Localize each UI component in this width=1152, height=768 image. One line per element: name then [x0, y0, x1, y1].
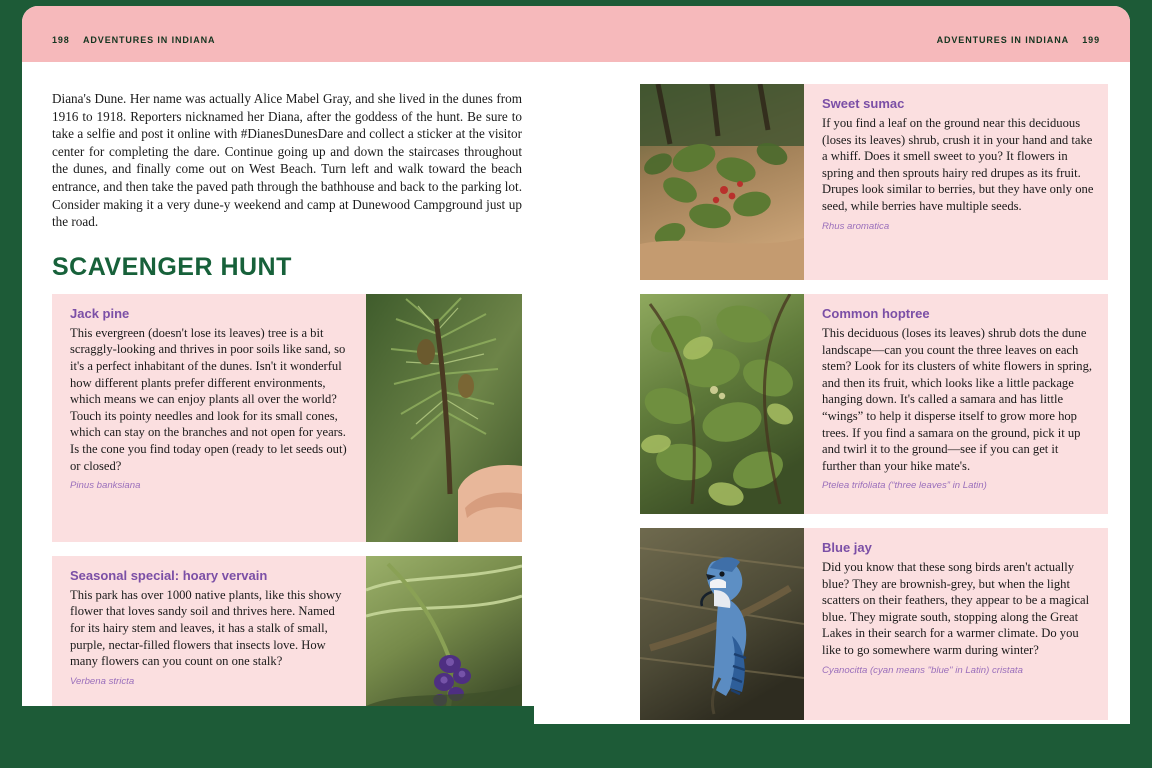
bottom-bar-left [22, 706, 534, 746]
sweet-sumac-photo [640, 84, 804, 280]
entry-title: Sweet sumac [822, 96, 905, 111]
book-title-left: ADVENTURES IN INDIANA [83, 35, 216, 45]
running-head-left [52, 35, 215, 45]
hoary-vervain-photo [366, 556, 522, 724]
entry-title: Seasonal special: hoary vervain [70, 567, 268, 583]
entry-card-hoary-vervain [52, 556, 522, 724]
blue-jay-photo [640, 528, 804, 720]
right-page-column [640, 84, 1108, 734]
entry-body: This evergreen (doesn't lose its leaves) tree is a bit scraggly-looking and thrives in poor soils like sand, so it's a perfect inhabitant of the dunes. Isn't it wonderful how different plants prefer different environments, which means we can enjoy plants all over the world? Touch its pointy needles and look for its small cones, which can stay on the branches and not open for years. Is the cone you find today open (ready to let seeds out) or closed? [70, 325, 347, 473]
left-body-paragraph: Diana's Dune. Her name was actually Alice Mabel Gray, and she lived in the dunes from 1916 to 1918. Reporters nicknamed her Diana, after the goddess of the hunt. Be sure to take a selfie and post it online with #DianesDunesDare and collect a sticker at the visitor center for completing the dare. Continue going up and down the staircases throughout the dunes, and finally come out on West Beach. Turn left and walk toward the beach entrance, and then take the paved path through the bathhouse and back to the parking lot. Consider making it a very dune-y weekend and camp at Dunewood Campground just up the road. [52, 91, 522, 230]
left-page-column [52, 90, 522, 738]
content-columns [22, 62, 1130, 746]
entry-body: This park has over 1000 native plants, like this showy flower that loves sandy soil and thrives here. Named for its hairy stem and leaves, it has a stalk of small, purple, nectar-filled flowers that insects love. How many flowers can you count on one stalk? [70, 587, 342, 669]
entry-card-sweet-sumac [640, 84, 1108, 280]
jack-pine-photo [366, 294, 522, 542]
entry-title: Common hoptree [822, 306, 930, 321]
bottom-bar-right [534, 724, 1130, 746]
scavenger-hunt-heading: SCAVENGER HUNT [52, 252, 292, 281]
folio-left: 198 [52, 35, 70, 45]
entry-body: This deciduous (loses its leaves) shrub dots the dune landscape—can you count the three leaves on each stem? Look for its clusters of white flowers in spring, and then its fruit, which looks like a little package hanging down. It's called a samara and has little “wings” to help it disperse itself to grow more hop trees. If you find a samara on the ground, pick it up and twirl it to the ground—see if you can get it further than your hike mate's. [822, 326, 1093, 473]
entry-latin-name: Verbena stricta [70, 675, 135, 687]
entry-card-blue-jay [640, 528, 1108, 720]
folio-right: 199 [1082, 35, 1100, 45]
running-head-right [937, 35, 1100, 45]
entry-latin-name: Ptelea trifoliata (“three leaves” in Latin) [822, 480, 987, 492]
page-sheet [22, 6, 1130, 746]
entry-body: Did you know that these song birds aren't actually blue? They are brownish-grey, but when the light scatters on their feathers, they appear to be a magical blue. They migrate south, stopping along the Great Lakes in their search for a warmer climate. Do you like to go somewhere warm during winter? [822, 560, 1090, 657]
entry-card-jack-pine [52, 294, 522, 542]
entry-body: If you find a leaf on the ground near this deciduous (loses its leaves) shrub, crush it in your hand and take a whiff. Does it smell sweet to you? It flowers in spring and then sprouts hairy red drupes as its fruit. Drupes look similar to berries, but they have only one seed, while berries have multiple seeds. [822, 116, 1094, 213]
header-band [22, 6, 1130, 62]
entry-title: Jack pine [70, 305, 130, 321]
book-title-right: ADVENTURES IN INDIANA [936, 35, 1069, 45]
common-hoptree-photo [640, 294, 804, 514]
entry-latin-name: Rhus aromatica [822, 220, 890, 232]
entry-latin-name: Cyanocitta (cyan means "blue" in Latin) cristata [822, 664, 1023, 676]
entry-card-common-hoptree [640, 294, 1108, 514]
entry-latin-name: Pinus banksiana [70, 480, 141, 492]
entry-title: Blue jay [822, 540, 872, 555]
